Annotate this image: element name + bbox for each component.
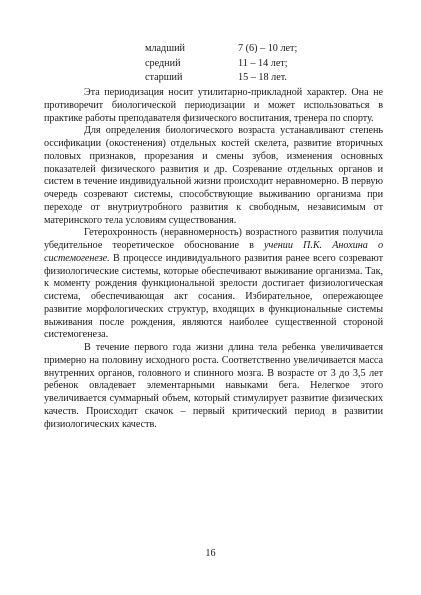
paragraph-text: Гетерохронность (неравномерность) возрастного развития получила убедительное теоретическое обоснование в [44,227,383,251]
age-period-row [145,42,358,57]
paragraph-text: В процессе индивидуального развития ранее всего созревают физиологические системы, которые обеспечивают выживание организма. Так, к моменту рождения функциональной зрелости достигает физиологическая система, обеспечивающая акт сосания. Избирательное, опережающее развитие морфологических структур, входящих в функциональные системы выживания после рождения, являются наиболее существенной стороной системогенеза. [44,252,383,341]
page-number: 16 [205,548,216,559]
age-period-value: 15 – 18 лет. [238,72,287,84]
age-period-value: 7 (6) – 10 лет; [238,43,298,54]
age-period-value: 11 – 14 лет; [238,57,288,69]
age-period-list [145,42,358,86]
age-period-row [145,71,358,86]
age-period-label: младший [145,43,185,54]
age-period-label: средний [145,57,181,69]
paragraph-periodization: Эта периодизация носит утилитарно-прикладной характер. Она не противоречит биологической периодизации и может использоваться в практике работы преподавателя физического воспитания, тренера по спорту. [44,87,383,124]
italic-reference: учении П.К. Анохина о системогенезе. [44,240,383,264]
body-text [44,87,383,431]
age-period-row [145,57,358,72]
paragraph-biological-age: Для определения биологического возраста устанавливают степень оссификации (окостенения) отдельных костей скелета, развитие вторичных половых признаков, прорезания и смены зубов, изменения основных показателей физического развития и др. Созревание отдельных органов и систем в течение индивидуальной жизни происходит неравномерно. В первую очередь созревают системы, способствующие выживанию организма при переходе от внутриутробного развития к свободным, независимым от материнского тела условиям существования. [44,125,383,226]
paragraph-first-year: В течение первого года жизни длина тела ребенка увеличивается примерно на половину исходного роста. Соответственно увеличивается масса внутренних органов, головного и спинного мозга. В возрасте от 3 до 3,5 лет ребенок овладевает элементарными навыками бега. Нелегкое этого увеличивается суммарный объем, который стимулирует развитие физических качеств. Происходит скачок – первый критический период в развитии физиологических качеств. [44,342,383,430]
paragraph-heterochrony [44,227,383,342]
age-period-label: старший [145,72,183,84]
